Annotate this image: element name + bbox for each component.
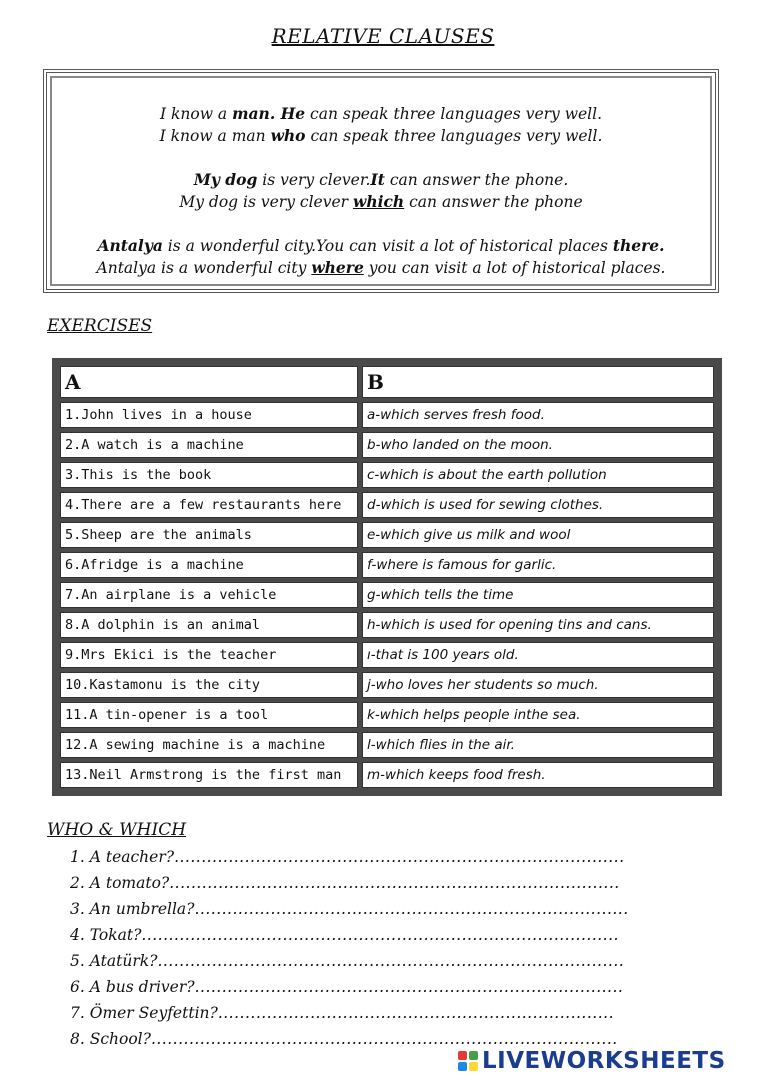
column-b-cell: f-where is famous for garlic. [362,552,714,578]
column-a-cell: 11.A tin-opener is a tool [60,702,358,728]
example-sentence [47,125,715,147]
question-item [70,922,722,948]
column-b-cell: e-which give us milk and wool [362,522,714,548]
table-row [60,402,714,428]
question-item [70,870,722,896]
column-b-cell: k-which helps people inthe sea. [362,702,714,728]
column-a-cell: 6.Afridge is a machine [60,552,358,578]
logo-text: LIVEWORKSHEETS [482,1048,726,1074]
question-text: A bus driver? [89,978,195,996]
column-b-cell: h-which is used for opening tins and cans. [362,612,714,638]
question-text: A teacher? [89,848,175,866]
table-row [60,732,714,758]
example-keyword: which [352,192,405,211]
table-row [60,432,714,458]
example-text: is a wonderful city.You can visit a lot of historical places [162,237,613,255]
question-text: Atatürk? [89,952,158,970]
example-text: I know a [159,105,233,123]
example-group [47,103,715,147]
table-row [60,582,714,608]
question-item [70,844,722,870]
question-number: 6. [70,978,85,996]
liveworksheets-logo-icon [458,1051,478,1071]
question-list [70,844,722,1052]
table-row [60,552,714,578]
question-item [70,948,722,974]
column-b-cell: l-which flies in the air. [362,732,714,758]
column-a-cell: 3.This is the book [60,462,358,488]
table-header-row [60,366,714,398]
question-text: School? [89,1030,151,1048]
example-text: can answer the phone [404,193,583,211]
column-a-cell: 10.Kastamonu is the city [60,672,358,698]
table-row [60,612,714,638]
question-text: Ömer Seyfettin? [89,1004,218,1022]
column-a-cell: 9.Mrs Ekici is the teacher [60,642,358,668]
column-a-cell: 8.A dolphin is an animal [60,612,358,638]
answer-blank[interactable]: ................................................................................... [174,848,625,866]
example-sentence [47,191,715,213]
example-keyword: where [311,258,364,277]
example-sentence [47,103,715,125]
example-text: can answer the phone. [384,171,569,189]
question-number: 3. [70,900,85,918]
examples-box [43,69,719,293]
question-item [70,896,722,922]
table-row [60,462,714,488]
answer-blank[interactable]: ......................................................................... [217,1004,614,1022]
question-text: A tomato? [89,874,170,892]
table-row [60,702,714,728]
table-row [60,642,714,668]
example-text: is very clever. [257,171,371,189]
example-text: Antalya is a wonderful city [96,259,312,277]
question-number: 2. [70,874,85,892]
example-keyword: It [370,170,385,189]
column-b-cell: ı-that is 100 years old. [362,642,714,668]
example-sentence [47,169,715,191]
column-b-cell: c-which is about the earth pollution [362,462,714,488]
column-a-cell: 12.A sewing machine is a machine [60,732,358,758]
page-title: RELATIVE CLAUSES [271,24,495,48]
table-row [60,522,714,548]
example-text: can speak three languages very well. [305,127,603,145]
question-text: An umbrella? [89,900,195,918]
column-a-cell: 1.John lives in a house [60,402,358,428]
example-sentence [47,235,715,257]
question-text: Tokat? [89,926,142,944]
table-row [60,492,714,518]
answer-blank[interactable]: ................................................................................... [169,874,620,892]
example-text: I know a man [159,127,271,145]
answer-blank[interactable]: ................................................................................ [194,900,629,918]
example-keyword: Antalya [97,236,163,255]
column-a-cell: 4.There are a few restaurants here [60,492,358,518]
column-b-cell: b-who landed on the moon. [362,432,714,458]
column-a-header: A [60,366,358,398]
answer-blank[interactable]: ...................................................................................... [157,952,625,970]
column-b-cell: a-which serves fresh food. [362,402,714,428]
question-item [70,974,722,1000]
example-text: My dog is very clever [179,193,353,211]
example-keyword: there. [612,236,665,255]
example-text: can speak three languages very well. [305,105,602,123]
exercises-heading: EXERCISES [47,316,153,336]
question-number: 5. [70,952,85,970]
column-a-cell: 13.Neil Armstrong is the first man [60,762,358,788]
who-which-heading: WHO & WHICH [47,820,187,840]
example-keyword: man. He [232,104,306,123]
question-item [70,1000,722,1026]
liveworksheets-logo [458,1046,726,1076]
column-b-cell: j-who loves her students so much. [362,672,714,698]
example-group [47,235,715,279]
question-number: 8. [70,1030,85,1048]
answer-blank[interactable]: ........................................................................................ [141,926,619,944]
example-keyword: My dog [193,170,258,189]
question-number: 4. [70,926,85,944]
example-text: you can visit a lot of historical places. [363,259,666,277]
answer-blank[interactable]: ............................................................................... [194,978,624,996]
example-sentence [47,257,715,279]
example-keyword: who [270,126,306,145]
question-number: 7. [70,1004,85,1022]
question-number: 1. [70,848,85,866]
column-b-cell: d-which is used for sewing clothes. [362,492,714,518]
matching-table [52,358,722,796]
column-a-cell: 2.A watch is a machine [60,432,358,458]
answer-blank[interactable]: ...................................................................................... [150,1030,618,1048]
column-b-cell: m-which keeps food fresh. [362,762,714,788]
column-a-cell: 5.Sheep are the animals [60,522,358,548]
column-b-header: B [362,366,714,398]
example-group [47,169,715,213]
column-b-cell: g-which tells the time [362,582,714,608]
table-row [60,672,714,698]
table-row [60,762,714,788]
column-a-cell: 7.An airplane is a vehicle [60,582,358,608]
